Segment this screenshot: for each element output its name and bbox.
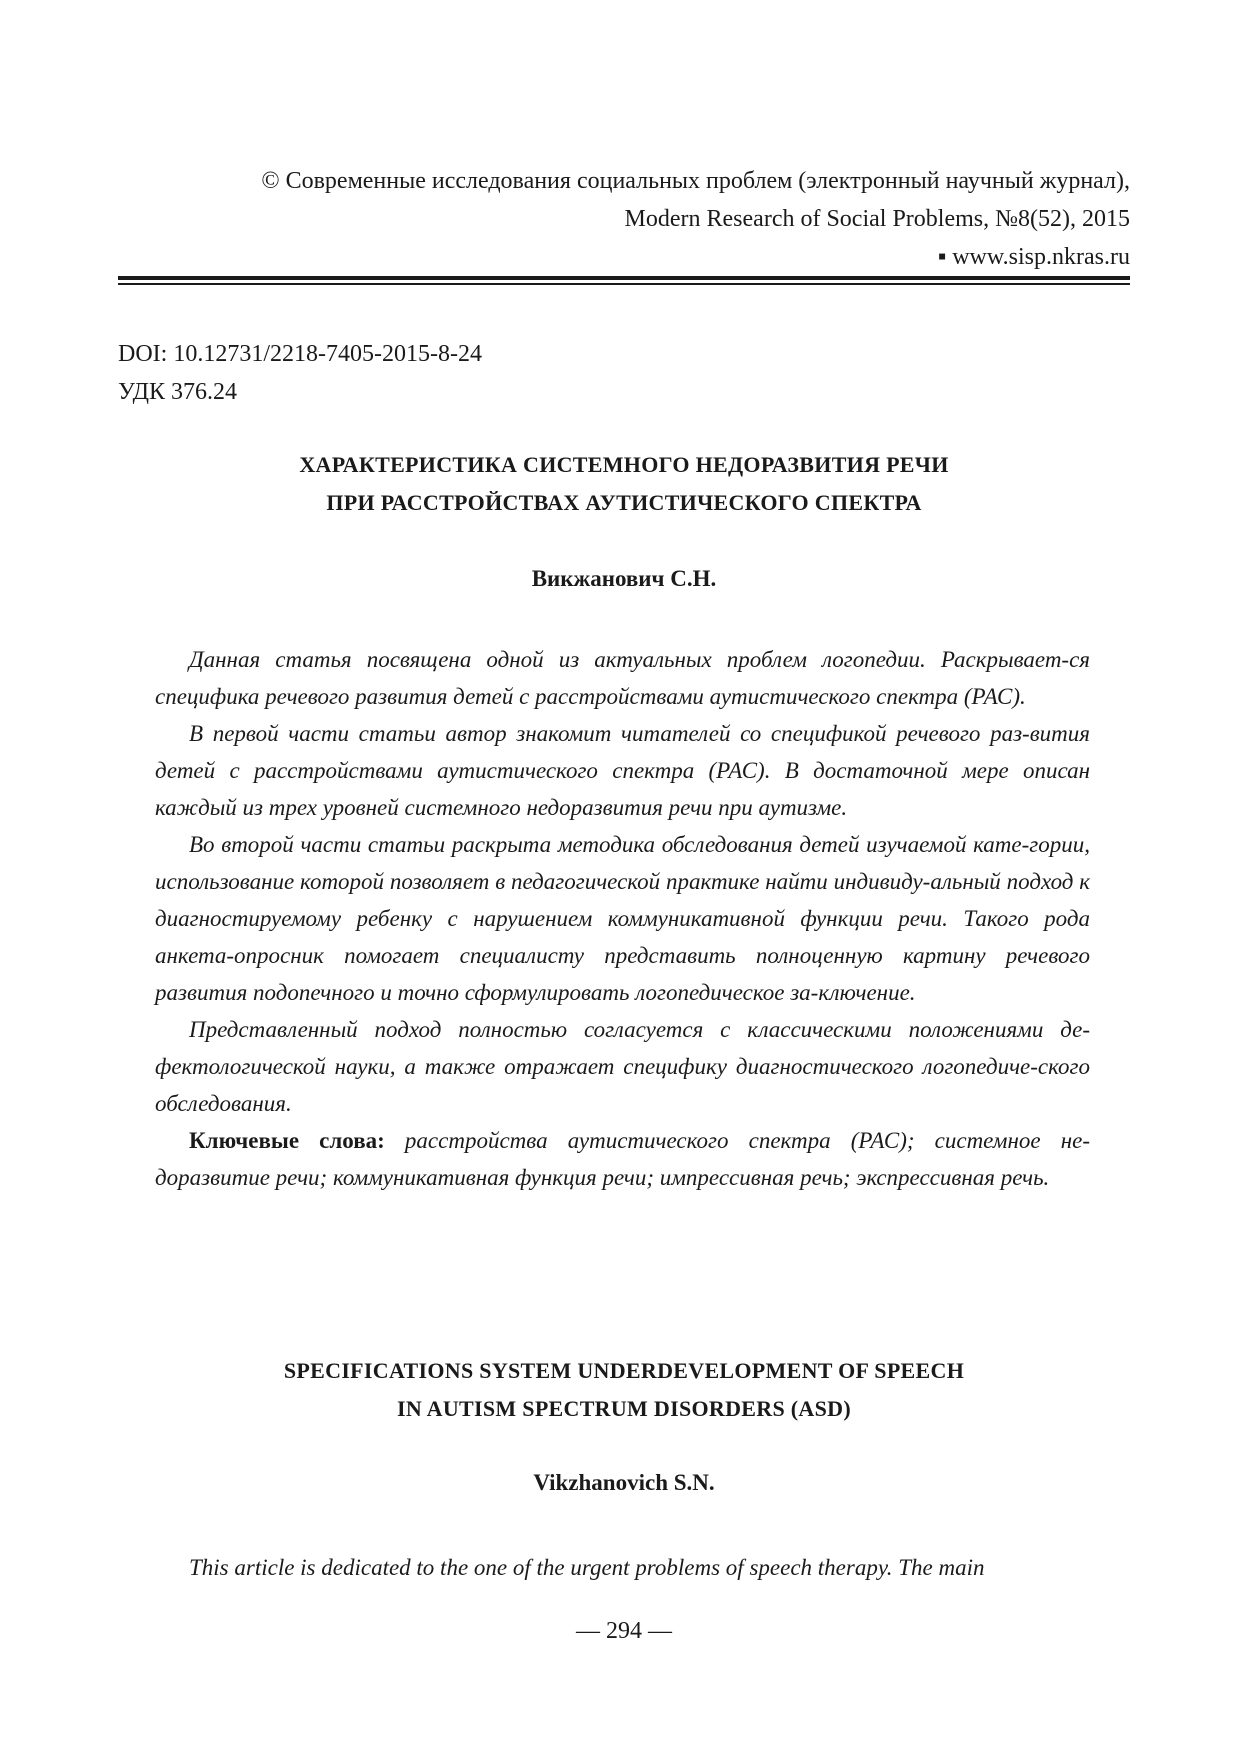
article-title-ru-line-1: ХАРАКТЕРИСТИКА СИСТЕМНОГО НЕДОРАЗВИТИЯ РЕЧИ (299, 452, 949, 477)
journal-header (118, 162, 1130, 276)
journal-website-line: ▪ www.sisp.nkras.ru (937, 244, 1130, 270)
article-meta (118, 335, 482, 411)
author-ru: Викжанович С.Н. (531, 566, 717, 591)
abstract-ru (155, 641, 1090, 1196)
header-divider (118, 276, 1130, 285)
article-title-en (118, 1352, 1130, 1428)
journal-issue-line: Modern Research of Social Problems, №8(52), 2015 (624, 206, 1130, 232)
page-number: — 294 — (576, 1618, 672, 1644)
abstract-ru-paragraph-2: В первой части статьи автор знакомит читателей со спецификой речевого раз-вития детей с расстройствами аутистического спектра (РАС). В достаточной мере описан каждый из трех уровней системного недоразвития речи при аутизме. (155, 721, 1090, 820)
keywords-ru-label: Ключевые слова: (189, 1128, 385, 1153)
article-title-en-line-2: IN AUTISM SPECTRUM DISORDERS (ASD) (397, 1396, 851, 1421)
abstract-en (155, 1549, 1090, 1586)
header-divider-thick (118, 276, 1130, 280)
abstract-ru-paragraph-4: Представленный подход полностью согласуется с классическими положениями де-фектологической науки, а также отражает специфику диагностического логопедиче-ского обследования. (155, 1017, 1090, 1116)
doi-line: DOI: 10.12731/2218-7405-2015-8-24 (118, 341, 482, 367)
article-title-ru-line-2: ПРИ РАССТРОЙСТВАХ АУТИСТИЧЕСКОГО СПЕКТРА (326, 490, 922, 515)
abstract-ru-paragraph-1: Данная статья посвящена одной из актуальных проблем логопедии. Раскрывает-ся специфика речевого развития детей с расстройствами аутистического спектра (РАС). (155, 647, 1090, 709)
abstract-en-paragraph-1: This article is dedicated to the one of the urgent problems of speech therapy. The main (189, 1555, 985, 1580)
article-title-ru (118, 446, 1130, 522)
article-title-en-line-1: SPECIFICATIONS SYSTEM UNDERDEVELOPMENT OF SPEECH (283, 1358, 965, 1383)
udk-line: УДК 376.24 (118, 379, 237, 405)
author-en: Vikzhanovich S.N. (533, 1470, 715, 1495)
keywords-ru (155, 1122, 1090, 1196)
abstract-ru-paragraph-3: Во второй части статьи раскрыта методика обследования детей изучаемой кате-гории, использование которой позволяет в педагогической практике найти индивиду-альный подход к диагностируемому ребенку с нарушением коммуникативной функции речи. Такого рода анкета-опросник помогает специалисту представить полноценную картину речевого развития подопечного и точно сформулировать логопедическое за-ключение. (155, 832, 1090, 1005)
journal-title-line: © Современные исследования социальных проблем (электронный научный журнал), (261, 168, 1130, 194)
keywords-ru-text: расстройства аутистического спектра (РАС); системное не-доразвитие речи; коммуникативная функция речи; импрессивная речь; экспрессивная речь. (155, 1128, 1091, 1190)
header-divider-thin (118, 283, 1130, 285)
